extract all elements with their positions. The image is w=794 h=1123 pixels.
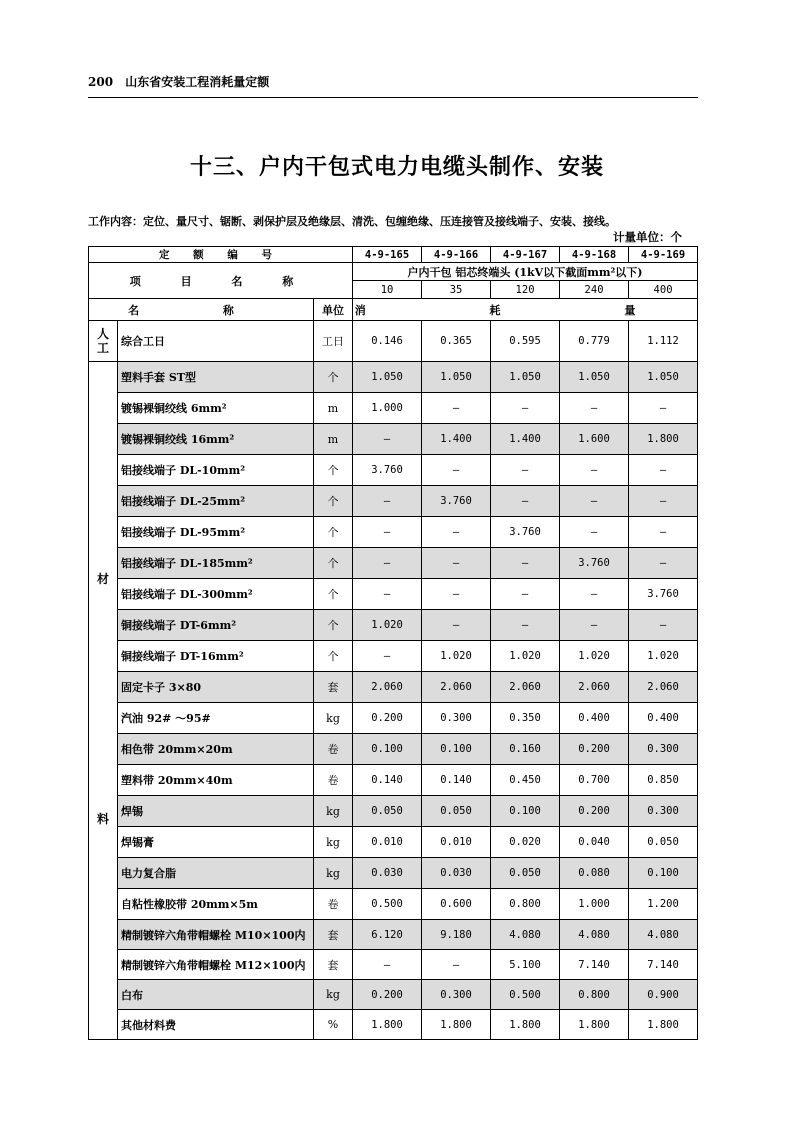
material-name: 相色带 20mm×20m — [118, 734, 314, 765]
material-value: 1.000 — [353, 393, 422, 424]
material-row — [89, 579, 698, 610]
unit-note: 计量单位：个 — [613, 230, 682, 244]
material-unit: kg — [314, 980, 353, 1010]
material-value: 0.030 — [422, 858, 491, 889]
material-value: 0.050 — [353, 796, 422, 827]
quota-number: 4-9-169 — [629, 247, 698, 263]
material-row — [89, 1010, 698, 1040]
material-value: — — [353, 579, 422, 610]
work-content-text: 定位、量尺寸、锯断、剥保护层及绝缘层、清洗、包缠绝缘、压连接管及接线端子、安装、接线。 — [143, 215, 616, 228]
material-name: 精制镀锌六角带帽螺栓 M12×100内 — [118, 950, 314, 980]
material-value: 4.080 — [491, 920, 560, 950]
material-value: 9.180 — [422, 920, 491, 950]
material-value: 1.800 — [560, 1010, 629, 1040]
material-row — [89, 393, 698, 424]
material-name: 铜接线端子 DT-16mm² — [118, 641, 314, 672]
material-value: 0.600 — [422, 889, 491, 920]
material-row — [89, 610, 698, 641]
material-value: — — [422, 455, 491, 486]
size-value: 10 — [353, 281, 422, 299]
material-value: — — [353, 950, 422, 980]
material-name: 自粘性橡胶带 20mm×5m — [118, 889, 314, 920]
material-value: 0.900 — [629, 980, 698, 1010]
material-row — [89, 517, 698, 548]
material-value: 0.100 — [353, 734, 422, 765]
material-value: — — [491, 486, 560, 517]
material-name: 焊锡 — [118, 796, 314, 827]
material-row — [89, 424, 698, 455]
material-name: 镀锡裸铜绞线 6mm² — [118, 393, 314, 424]
labor-name: 综合工日 — [118, 321, 314, 362]
material-row — [89, 548, 698, 579]
labor-value: 1.112 — [629, 321, 698, 362]
material-value: 0.080 — [560, 858, 629, 889]
material-value: 1.020 — [560, 641, 629, 672]
material-unit: 个 — [314, 455, 353, 486]
material-value: 0.200 — [560, 734, 629, 765]
material-value: 0.010 — [422, 827, 491, 858]
material-unit: 卷 — [314, 765, 353, 796]
page-number: 200 — [88, 75, 114, 89]
material-unit: kg — [314, 796, 353, 827]
material-value: — — [629, 455, 698, 486]
labor-value: 0.146 — [353, 321, 422, 362]
material-unit: 个 — [314, 548, 353, 579]
work-content — [88, 215, 628, 228]
material-name: 铝接线端子 DL-10mm² — [118, 455, 314, 486]
material-value: 0.010 — [353, 827, 422, 858]
material-category-char: 材 — [96, 572, 109, 586]
material-row — [89, 980, 698, 1010]
material-value: — — [491, 455, 560, 486]
material-value: 0.400 — [629, 703, 698, 734]
material-name: 铝接线端子 DL-300mm² — [118, 579, 314, 610]
material-value: — — [491, 579, 560, 610]
quota-number: 4-9-166 — [422, 247, 491, 263]
material-value: 0.050 — [422, 796, 491, 827]
material-value: 1.050 — [353, 362, 422, 393]
material-name: 汽油 92# ～95# — [118, 703, 314, 734]
material-row — [89, 362, 698, 393]
column-name-header: 名 称 — [89, 299, 314, 321]
material-row — [89, 950, 698, 980]
labor-value: 0.365 — [422, 321, 491, 362]
material-value: 0.100 — [491, 796, 560, 827]
material-value: 0.800 — [491, 889, 560, 920]
material-value: 4.080 — [629, 920, 698, 950]
material-value: 1.050 — [491, 362, 560, 393]
material-value: — — [629, 517, 698, 548]
material-unit: 个 — [314, 610, 353, 641]
material-row — [89, 796, 698, 827]
material-name: 塑料手套 ST型 — [118, 362, 314, 393]
material-value: 1.400 — [422, 424, 491, 455]
material-value: — — [353, 486, 422, 517]
material-value: 1.020 — [629, 641, 698, 672]
material-value: 0.500 — [491, 980, 560, 1010]
material-value: 0.140 — [422, 765, 491, 796]
material-row — [89, 827, 698, 858]
material-value: 3.760 — [491, 517, 560, 548]
material-name: 塑料带 20mm×40m — [118, 765, 314, 796]
material-value: 0.020 — [491, 827, 560, 858]
material-value: — — [422, 950, 491, 980]
material-unit: 套 — [314, 920, 353, 950]
labor-unit: 工日 — [314, 321, 353, 362]
material-value: — — [629, 610, 698, 641]
size-value: 120 — [491, 281, 560, 299]
material-unit: kg — [314, 703, 353, 734]
material-value: 1.050 — [629, 362, 698, 393]
material-value: — — [560, 610, 629, 641]
item-description-row — [89, 263, 698, 281]
material-row — [89, 734, 698, 765]
material-name: 铝接线端子 DL-95mm² — [118, 517, 314, 548]
material-name: 固定卡子 3×80 — [118, 672, 314, 703]
item-name-label: 项 目 名 称 — [89, 263, 353, 299]
material-value: 0.100 — [422, 734, 491, 765]
material-value: 1.020 — [353, 610, 422, 641]
size-value: 35 — [422, 281, 491, 299]
material-value: 0.500 — [353, 889, 422, 920]
material-value: — — [422, 610, 491, 641]
labor-value: 0.595 — [491, 321, 560, 362]
material-value: — — [560, 579, 629, 610]
material-value: — — [422, 548, 491, 579]
material-row — [89, 920, 698, 950]
material-value: 0.050 — [491, 858, 560, 889]
header-rule — [88, 97, 698, 98]
material-unit: 套 — [314, 672, 353, 703]
material-value: 0.300 — [629, 734, 698, 765]
material-value: — — [491, 548, 560, 579]
material-value: 1.050 — [422, 362, 491, 393]
size-value: 240 — [560, 281, 629, 299]
labor-category — [89, 321, 118, 362]
labor-category-char: 人 — [96, 327, 109, 341]
material-value: 3.760 — [560, 548, 629, 579]
material-value: 0.030 — [353, 858, 422, 889]
material-value: 1.020 — [491, 641, 560, 672]
column-header-row — [89, 299, 698, 321]
material-value: — — [629, 548, 698, 579]
material-value: — — [629, 393, 698, 424]
material-value: 1.020 — [422, 641, 491, 672]
material-name: 镀锡裸铜绞线 16mm² — [118, 424, 314, 455]
material-value: 0.200 — [353, 980, 422, 1010]
material-unit: 个 — [314, 517, 353, 548]
material-value: — — [353, 548, 422, 579]
material-unit: m — [314, 424, 353, 455]
material-value: 5.100 — [491, 950, 560, 980]
material-value: 3.760 — [629, 579, 698, 610]
material-value: 1.800 — [629, 424, 698, 455]
material-value: 0.700 — [560, 765, 629, 796]
material-row — [89, 703, 698, 734]
material-value: 1.800 — [629, 1010, 698, 1040]
quota-number-label: 定 额 编 号 — [89, 247, 353, 263]
quota-table — [88, 246, 698, 1040]
material-value: 3.760 — [422, 486, 491, 517]
material-value: 1.400 — [491, 424, 560, 455]
labor-value: 0.779 — [560, 321, 629, 362]
quota-number: 4-9-167 — [491, 247, 560, 263]
material-value: — — [353, 517, 422, 548]
material-name: 焊锡膏 — [118, 827, 314, 858]
material-name: 铝接线端子 DL-185mm² — [118, 548, 314, 579]
material-value: — — [560, 393, 629, 424]
material-value: — — [560, 517, 629, 548]
material-value: — — [422, 393, 491, 424]
material-unit: kg — [314, 858, 353, 889]
material-value: 1.200 — [629, 889, 698, 920]
material-value: 3.760 — [353, 455, 422, 486]
material-row — [89, 455, 698, 486]
material-name: 铜接线端子 DT-6mm² — [118, 610, 314, 641]
material-value: 0.040 — [560, 827, 629, 858]
material-row — [89, 889, 698, 920]
material-name: 精制镀锌六角带帽螺栓 M10×100内 — [118, 920, 314, 950]
material-value: 7.140 — [629, 950, 698, 980]
material-value: 0.800 — [560, 980, 629, 1010]
material-value: 2.060 — [629, 672, 698, 703]
material-value: 0.300 — [422, 980, 491, 1010]
material-value: 0.050 — [629, 827, 698, 858]
quota-number: 4-9-168 — [560, 247, 629, 263]
material-unit: kg — [314, 827, 353, 858]
material-value: 1.800 — [353, 1010, 422, 1040]
running-header — [88, 73, 269, 90]
material-unit: 卷 — [314, 889, 353, 920]
material-unit: % — [314, 1010, 353, 1040]
material-value: 0.200 — [353, 703, 422, 734]
material-value: 0.160 — [491, 734, 560, 765]
material-category-char: 料 — [96, 812, 109, 826]
material-value: — — [491, 393, 560, 424]
material-value: — — [353, 641, 422, 672]
material-value: — — [353, 424, 422, 455]
material-value: — — [629, 486, 698, 517]
material-value: — — [560, 486, 629, 517]
material-value: 1.800 — [422, 1010, 491, 1040]
quota-number: 4-9-165 — [353, 247, 422, 263]
material-name: 白布 — [118, 980, 314, 1010]
material-name: 铝接线端子 DL-25mm² — [118, 486, 314, 517]
material-value: 0.140 — [353, 765, 422, 796]
material-value: 2.060 — [491, 672, 560, 703]
material-value: 2.060 — [422, 672, 491, 703]
quota-number-row — [89, 247, 698, 263]
material-value: 1.050 — [560, 362, 629, 393]
material-category — [89, 362, 118, 1040]
material-value: — — [422, 579, 491, 610]
material-row — [89, 486, 698, 517]
labor-row — [89, 321, 698, 362]
item-description: 户内干包 铝芯终端头 (1kV以下截面mm²以下) — [353, 263, 698, 281]
material-unit: m — [314, 393, 353, 424]
material-value: 0.450 — [491, 765, 560, 796]
material-unit: 套 — [314, 950, 353, 980]
material-row — [89, 765, 698, 796]
material-unit: 个 — [314, 579, 353, 610]
material-row — [89, 641, 698, 672]
material-value: 1.600 — [560, 424, 629, 455]
material-value: 0.300 — [629, 796, 698, 827]
section-title: 十三、户内干包式电力电缆头制作、安装 — [189, 154, 604, 180]
material-value: 0.400 — [560, 703, 629, 734]
material-value: — — [491, 610, 560, 641]
material-unit: 个 — [314, 486, 353, 517]
material-value: 0.350 — [491, 703, 560, 734]
book-title: 山东省安装工程消耗量定额 — [125, 75, 270, 89]
material-value: 6.120 — [353, 920, 422, 950]
material-value: 2.060 — [560, 672, 629, 703]
material-row — [89, 672, 698, 703]
material-unit: 个 — [314, 641, 353, 672]
material-value: — — [422, 517, 491, 548]
material-value: 2.060 — [353, 672, 422, 703]
material-name: 其他材料费 — [118, 1010, 314, 1040]
material-unit: 个 — [314, 362, 353, 393]
material-value: 0.100 — [629, 858, 698, 889]
material-value: 1.800 — [491, 1010, 560, 1040]
material-value: 7.140 — [560, 950, 629, 980]
column-consumption-header: 消 耗 量 — [353, 299, 698, 321]
material-row — [89, 858, 698, 889]
work-content-label: 工作内容： — [88, 215, 143, 228]
column-unit-header: 单位 — [314, 299, 353, 321]
material-value: — — [560, 455, 629, 486]
material-unit: 卷 — [314, 734, 353, 765]
material-value: 0.850 — [629, 765, 698, 796]
labor-category-char: 工 — [96, 341, 109, 355]
material-value: 0.200 — [560, 796, 629, 827]
size-value: 400 — [629, 281, 698, 299]
material-value: 0.300 — [422, 703, 491, 734]
material-value: 4.080 — [560, 920, 629, 950]
material-name: 电力复合脂 — [118, 858, 314, 889]
material-value: 1.000 — [560, 889, 629, 920]
